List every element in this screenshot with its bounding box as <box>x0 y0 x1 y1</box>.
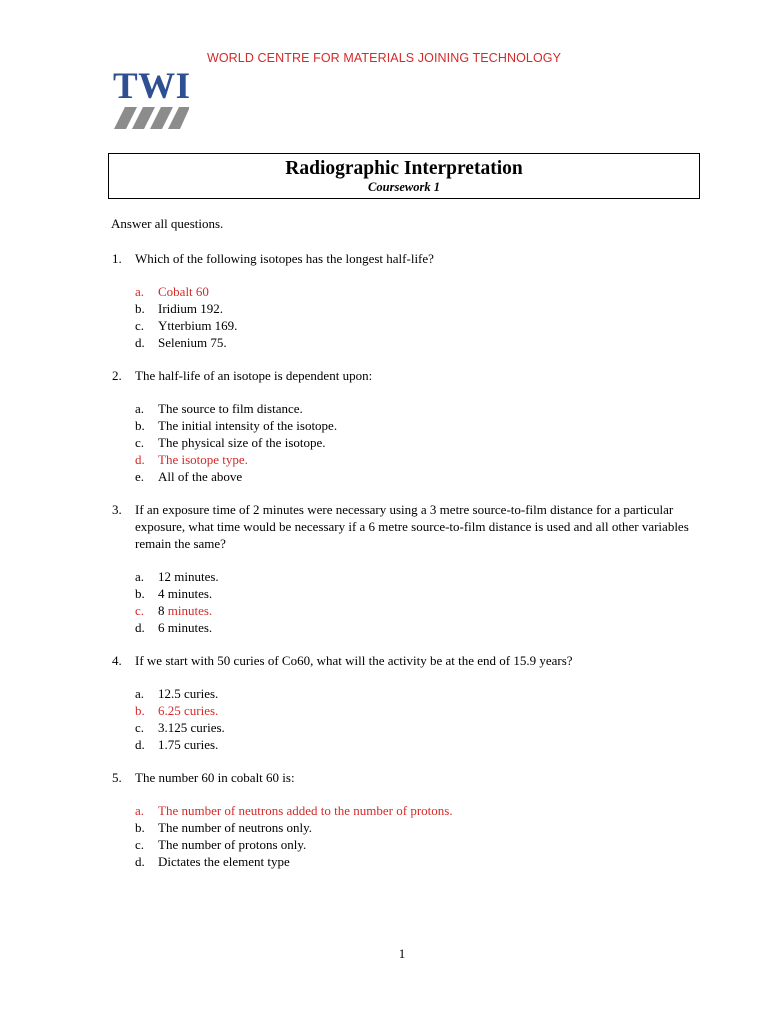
option-text: The source to film distance. <box>158 401 303 416</box>
option <box>135 400 712 417</box>
option-text: The physical size of the isotope. <box>158 435 326 450</box>
option <box>135 585 712 602</box>
option-text: The number of neutrons only. <box>158 820 313 835</box>
option <box>135 334 712 351</box>
option-text: Iridium 192. <box>158 301 223 316</box>
option-letter: d. <box>135 452 145 467</box>
document-title: Radiographic Interpretation <box>285 158 523 179</box>
option-list <box>135 685 712 753</box>
logo-text: TWI <box>113 66 191 107</box>
option <box>135 317 712 334</box>
option-list <box>135 400 712 485</box>
option <box>135 434 712 451</box>
question-text: The half-life of an isotope is dependent upon: <box>135 368 373 383</box>
option-letter: a. <box>135 803 145 818</box>
option-letter: a. <box>135 401 145 416</box>
page-number: 1 <box>398 946 406 961</box>
question-3 <box>112 501 712 636</box>
option-text: All of the above <box>158 469 243 484</box>
option-letter: d. <box>135 737 145 752</box>
option <box>135 417 712 434</box>
option-letter: e. <box>135 469 145 484</box>
option-text: The initial intensity of the isotope. <box>158 418 338 433</box>
option <box>135 719 712 736</box>
option-text: The number of neutrons added to the number of protons. <box>158 803 453 818</box>
option-text: 6.25 curies. <box>158 703 219 718</box>
option-letter: b. <box>135 820 145 835</box>
option-text <box>158 602 212 619</box>
organization-header: WORLD CENTRE FOR MATERIALS JOINING TECHNOLOGY <box>206 51 562 65</box>
option-text: 12.5 curies. <box>158 686 219 701</box>
option-text: 4 minutes. <box>158 586 213 601</box>
option-correct <box>135 451 712 468</box>
option-text: Ytterbium 169. <box>158 318 238 333</box>
option-letter: a. <box>135 569 145 584</box>
option-text: 6 minutes. <box>158 620 213 635</box>
option-letter: c. <box>135 837 145 852</box>
option-letter: b. <box>135 418 145 433</box>
option-letter: a. <box>135 284 145 299</box>
question-1 <box>112 250 712 351</box>
option-list <box>135 568 712 636</box>
option <box>135 853 712 870</box>
option-letter: b. <box>135 586 145 601</box>
option-list <box>135 802 712 870</box>
logo-stripes-icon <box>113 105 189 131</box>
option-text: The isotope type. <box>158 452 248 467</box>
question-text: If an exposure time of 2 minutes were necessary using a 3 metre source-to-film distance for a particular exposure, what time would be necessary if a 6 metre source-to-film distance is used and all other variables remain the same? <box>135 502 689 551</box>
option-text: Selenium 75. <box>158 335 227 350</box>
option-text: Cobalt 60 <box>158 284 209 299</box>
option-letter: b. <box>135 703 145 718</box>
option <box>135 836 712 853</box>
option <box>135 619 712 636</box>
option-letter: d. <box>135 620 145 635</box>
option-correct <box>135 283 712 300</box>
option <box>135 819 712 836</box>
option-correct <box>135 702 712 719</box>
option-correct <box>135 802 712 819</box>
question-number: 3. <box>112 502 122 517</box>
option-list <box>135 283 712 351</box>
title-box <box>108 153 700 199</box>
option-text: Dictates the element type <box>158 854 290 869</box>
option-letter: c. <box>135 318 145 333</box>
option-text: 3.125 curies. <box>158 720 225 735</box>
option-text: 12 minutes. <box>158 569 219 584</box>
question-text: Which of the following isotopes has the longest half-life? <box>135 251 434 266</box>
question-number: 4. <box>112 653 122 668</box>
question-number: 2. <box>112 368 122 383</box>
option-letter: c. <box>135 435 145 450</box>
option-letter: c. <box>135 603 145 618</box>
document-subtitle: Coursework 1 <box>368 180 440 194</box>
instructions: Answer all questions. <box>111 216 224 231</box>
question-5 <box>112 769 712 870</box>
question-4 <box>112 652 712 753</box>
option <box>135 685 712 702</box>
option-text-highlight: minutes. <box>167 603 213 618</box>
option-text: 1.75 curies. <box>158 737 219 752</box>
question-number: 5. <box>112 770 122 785</box>
option <box>135 300 712 317</box>
option-text: The number of protons only. <box>158 837 307 852</box>
question-text: If we start with 50 curies of Co60, what will the activity be at the end of 15.9 years? <box>135 653 573 668</box>
option <box>135 468 712 485</box>
option-letter: d. <box>135 335 145 350</box>
option-correct <box>135 602 712 619</box>
option <box>135 568 712 585</box>
question-number: 1. <box>112 251 122 266</box>
option-letter: a. <box>135 686 145 701</box>
option-text-plain: 8 <box>158 603 168 618</box>
option-letter: c. <box>135 720 145 735</box>
question-2 <box>112 367 712 485</box>
option-letter: d. <box>135 854 145 869</box>
option-letter: b. <box>135 301 145 316</box>
option <box>135 736 712 753</box>
twi-logo <box>113 68 193 134</box>
question-text: The number 60 in cobalt 60 is: <box>135 770 295 785</box>
